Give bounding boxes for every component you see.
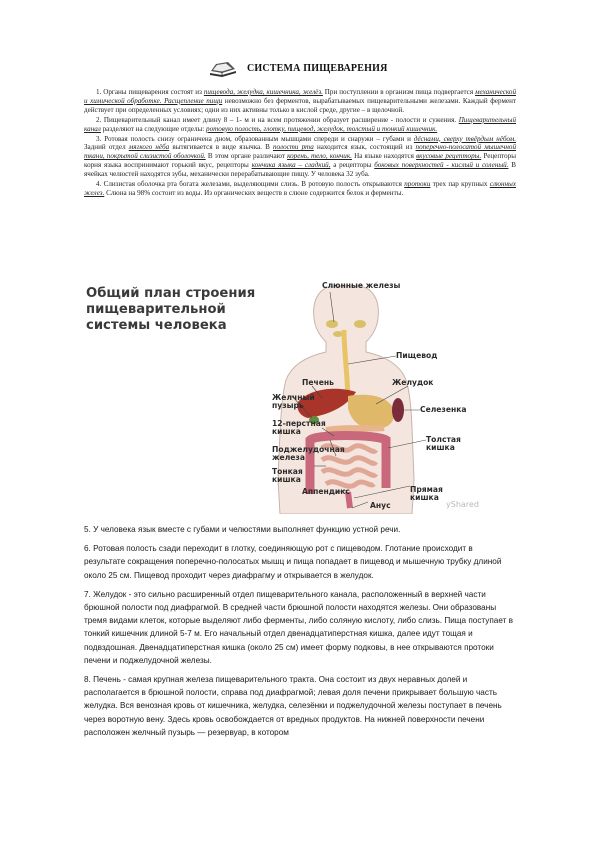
label-salivary-glands: Слюнные железы [322, 281, 401, 290]
scanned-text-block [84, 88, 516, 199]
underlined-term: механической и химической обработке. Расщепление пищи [84, 88, 516, 105]
paragraph-2 [84, 116, 516, 134]
paragraph-4 [84, 180, 516, 198]
text-run: вытягивается в виде язычка. В [169, 143, 273, 152]
paragraph-6: 6. Ротовая полость сзади переходит в глотку, соединяющую рот с пищеводом. Глотание происходит в результате сокращения поперечно-полосатых мышц и пища попадает в пищевод и мышечную трубку длиной около 25 см. Пищевод проходит через диафрагму и открывается в желудок. [84, 544, 502, 580]
underlined-term: поперечно-полосатой мышечной ткани, покрытой слизистой оболочкой. [84, 143, 516, 161]
figure-title-line: Общий план строения [86, 286, 256, 301]
text-run: Слюна на 98% состоит из воды. Из органических веществ в слюне содержится белок и ферменты. [104, 188, 404, 197]
text-run: В ячейках челюстей находятся зубы, механически перерабатывающие пищу. У человека 32 зуба. [84, 161, 516, 179]
label-rectum: Прямая кишка [410, 485, 443, 503]
label-spleen: Селезенка [420, 405, 467, 414]
label-stomach: Желудок [392, 378, 434, 387]
paragraph-1 [84, 88, 516, 115]
figure-title [86, 286, 276, 334]
label-esophagus: Пищевод [396, 351, 438, 360]
label-small-intestine: Тонкая кишка [272, 467, 303, 485]
underlined-term: кончика языка – сладкий, [251, 161, 331, 170]
label-appendix: Аппендикс [302, 487, 350, 496]
header [0, 58, 596, 78]
text-run: 1. Органы пищеварения состоят из [96, 88, 204, 96]
digestive-system-figure [86, 280, 490, 514]
underlined-term: вкусовые рецепторы. [416, 152, 482, 161]
underlined-term: ротовую полость, глотку, пищевод, желудок, толстый и тонкий кишечник. [206, 124, 438, 133]
underlined-term: пищевода, желудка, кишечника, желёз. [203, 88, 323, 96]
watermark: yShared [446, 500, 479, 509]
underlined-term: полости рта [272, 143, 314, 152]
figure-title-line: пищеварительной [86, 302, 226, 317]
book-icon [208, 58, 238, 78]
paragraph-5: 5. У человека язык вместе с губами и челюстями выполняет функцию устной речи. [84, 525, 401, 534]
body-text [84, 523, 516, 745]
document-title: СИСТЕМА ПИЩЕВАРЕНИЯ [246, 62, 388, 74]
text-run: разделяют на следующие отделы: [100, 124, 207, 133]
label-large-intestine: Толстая кишка [426, 435, 461, 453]
underlined-term: боковых поверхностей - кислый и соленый. [374, 161, 509, 170]
text-run: При поступлении в организм пища подвергается [322, 88, 476, 96]
underlined-term: слюнных желез. [84, 180, 516, 197]
label-liver: Печень [302, 378, 334, 387]
label-gallbladder: Желчный пузырь [272, 393, 315, 411]
figure-title-line: системы человека [86, 318, 227, 333]
text-run: невозможно без ферментов, вырабатываемых пищеварительными железами. Каждый фермент действует при определенных условиях; одни из них активны только в кислой среде, другие – в щелочной. [84, 96, 516, 114]
underlined-term: мягкого нёба [128, 143, 170, 152]
label-pancreas: Поджелудочная железа [272, 445, 345, 463]
text-run: В этом органе различают [205, 152, 288, 161]
underlined-term: дёснами, сверху твёрдым нёбом. [413, 134, 516, 143]
underlined-term: Пищеварительный канал [84, 115, 516, 133]
text-run: трех пар крупных [430, 180, 490, 189]
text-run: 4. Слизистая оболочка рта богата железами, выделяющими слизь. В ротовую полость открываются [96, 180, 405, 189]
text-run: 2. Пищеварительный канал имеет длину 8 – 1- м и на всем протяжении образует расширение - полости и сужения. [96, 115, 459, 124]
label-duodenum: 12-перстная кишка [272, 419, 326, 437]
text-run: Рецепторы корня языка воспринимают горький вкус, рецепторы [84, 152, 516, 170]
label-anus: Анус [370, 501, 391, 510]
text-run: На языке находятся [351, 152, 417, 161]
paragraph-3 [84, 135, 516, 180]
underlined-term: протоки [404, 180, 431, 189]
underlined-term: корень, тело, кончик. [287, 152, 352, 161]
text-run: Задний отдел [84, 143, 129, 152]
paragraph-7: 7. Желудок - это сильно расширенный отдел пищеварительного канала, расположенный в верхней части брюшной полости под диафрагмой. В средней части брюшной полости находятся железы. Они образованы тремя видами клеток, которые выделяют либо ферменты, либо соляную кислоту, либо слизь. Пища поступает в тонкий кишечник длиной 5-7 м. Его начальный отдел двенадцатиперстная кишка, далее идут тощая и подвздошная. Двенадцатиперстная кишка (около 25 см) имеет форму подковы, в нее открываются протоки печени и поджелудочной железы. [84, 589, 514, 665]
paragraph-8: 8. Печень - самая крупная железа пищеварительного тракта. Она состоит из двух неравных долей и располагается в брюшной полости, справа под диафрагмой; левая доля печени прикрывает большую часть желудка. Вся венозная кровь от кишечника, желудка, селезёнки и поджелудочной железы поступает в печень через воротную вену. Здесь кровь освобождается от вредных продуктов. На нижней поверхности печени расположен желчный пузырь — резервуар, в котором [84, 675, 502, 737]
text-run: находится язык, состоящий из [313, 143, 416, 152]
text-run: а рецепторы [330, 161, 375, 170]
text-run: 3. Ротовая полость снизу ограничена дном, образованным мышцами спереди и снаружи – губами и [96, 134, 414, 143]
